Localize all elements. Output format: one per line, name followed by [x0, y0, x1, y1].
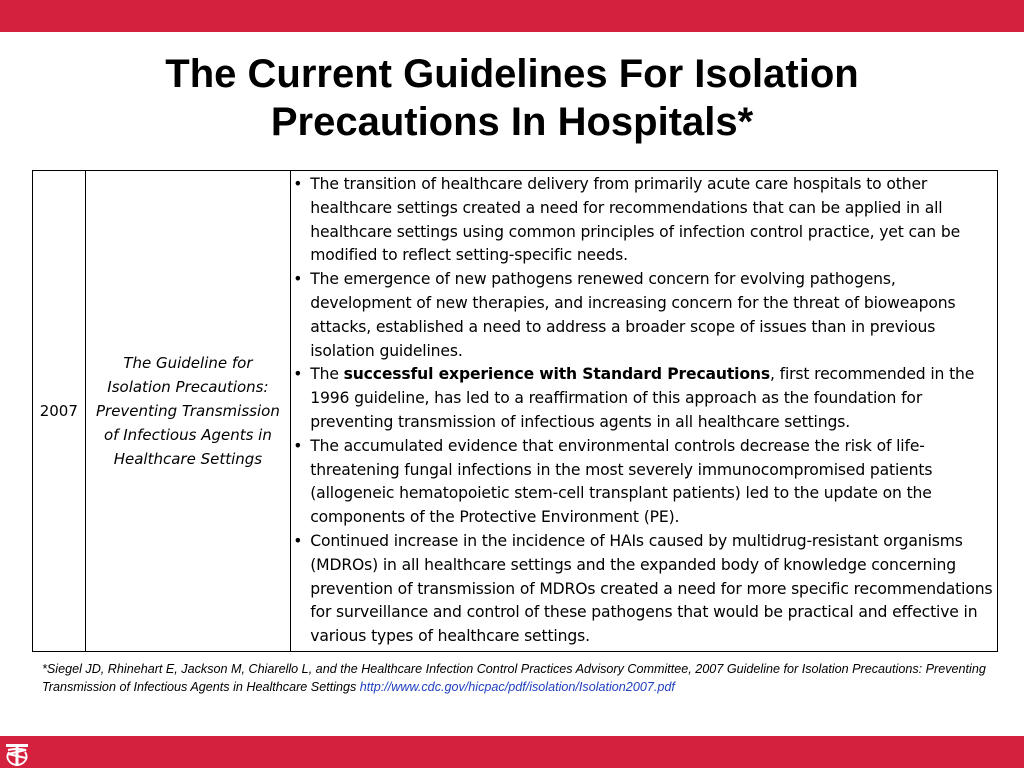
bullet-emphasis: successful experience with Standard Precautions — [343, 365, 771, 384]
title-line-1: The Current Guidelines For Isolation — [165, 52, 859, 96]
footnote — [42, 660, 992, 696]
top-accent-bar — [0, 0, 1024, 32]
page-title — [0, 50, 1024, 146]
bottom-accent-bar — [0, 736, 1024, 768]
bullet-prefix: The — [310, 365, 344, 384]
points-cell — [291, 171, 998, 652]
bullet-point — [291, 363, 993, 434]
footnote-link[interactable]: http://www.cdc.gov/hicpac/pdf/isolation/Isolation2007.pdf — [359, 680, 675, 694]
footnote-text: *Siegel JD, Rhinehart E, Jackson M, Chiarello L, and the Healthcare Infection Control Practices Advisory Committee, 2007 Guideline for Isolation Precautions: Preventing Transmission of Infectious Agents in Healthcare Settings — [42, 662, 986, 694]
bullet-point: • The transition of healthcare delivery from primarily acute care hospitals to other healthcare settings created a need for recommendations that can be applied in all healthcare settings using common principles of infection control practice, yet can be modified to reflect setting-specific needs. — [291, 173, 993, 268]
title-line-2: Precautions In Hospitals* — [270, 100, 754, 144]
hospital-logo-icon — [2, 738, 32, 768]
bullet-point: • Continued increase in the incidence of HAIs caused by multidrug-resistant organisms (MDROs) in all healthcare settings and the expanded body of knowledge concerning prevention of transmission of MDROs created a need for more specific recommendations for surveillance and control of these pathogens that would be practical and effective in various types of healthcare settings. — [291, 530, 993, 649]
bullet-suffix: , first recommended in the 1996 guideline, has led to a reaffirmation of this approach as the foundation for preventing transmission of infectious agents in all healthcare settings. — [310, 365, 975, 431]
table-row — [33, 171, 998, 652]
guideline-table — [32, 170, 998, 652]
bullet-list — [291, 173, 993, 649]
bullet-point: • The accumulated evidence that environmental controls decrease the risk of life-threatening fungal infections in the most severely immunocompromised patients (allogeneic hematopoietic stem-cell transplant patients) led to the update on the components of the Protective Environment (PE). — [291, 435, 993, 530]
document-title-cell: The Guideline for Isolation Precautions: Preventing Transmission of Infectious Agents in Healthcare Settings — [85, 171, 291, 652]
year-cell: 2007 — [33, 171, 86, 652]
bullet-point: • The emergence of new pathogens renewed concern for evolving pathogens, development of new therapies, and increasing concern for the threat of bioweapons attacks, established a need to address a broader scope of issues than in previous isolation guidelines. — [291, 268, 993, 363]
